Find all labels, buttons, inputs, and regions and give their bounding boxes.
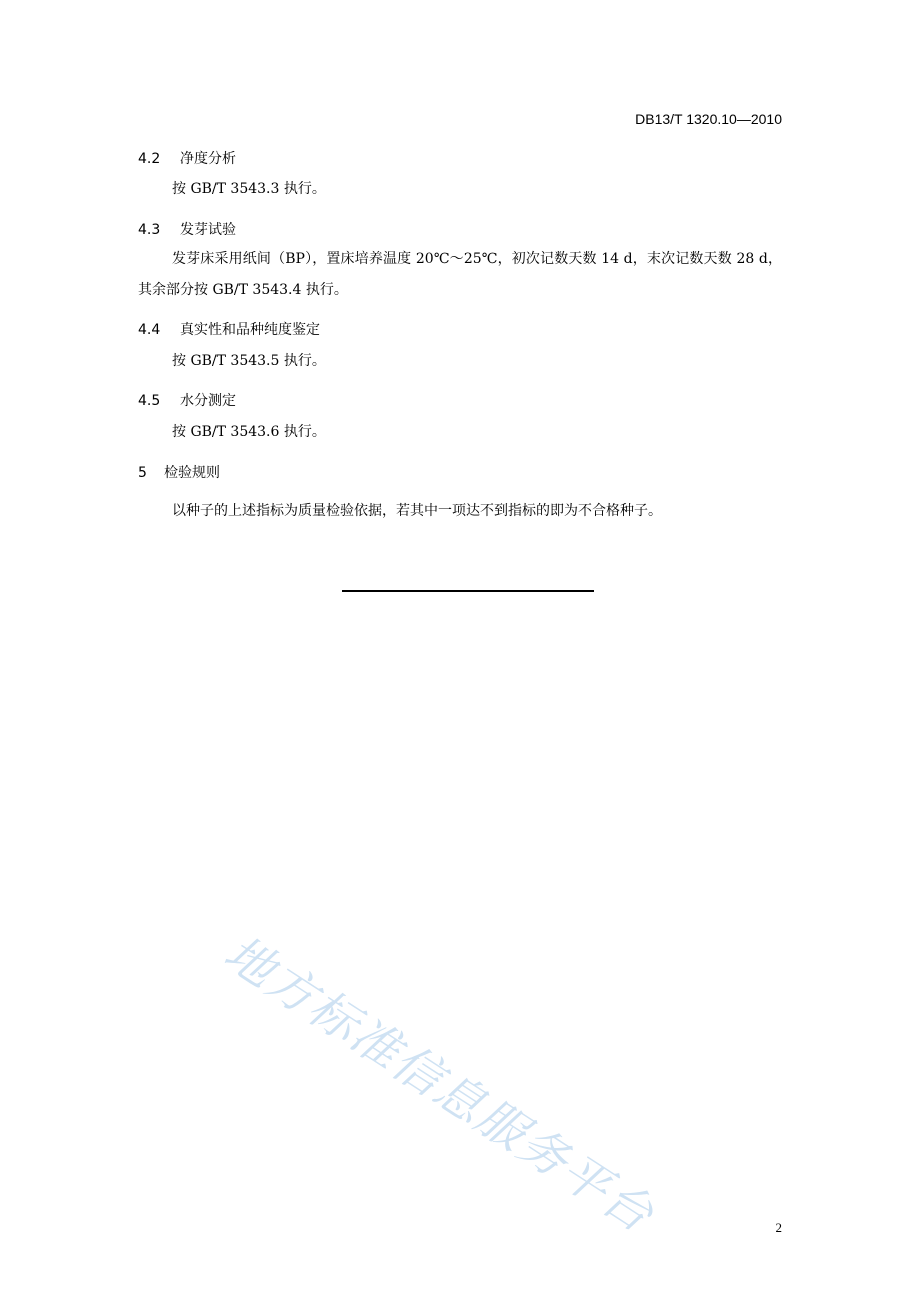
section-body-4-5: 按 GB/T 3543.6 执行。 (172, 424, 326, 440)
section-body-4-3: 发芽床采用纸间（BP），置床培养温度 20℃～25℃，初次记数天数 14 d，末次记数天数 28 d，其余部分按 GB/T 3543.4 执行。 (138, 251, 782, 298)
section-number: 4.5 (138, 393, 161, 409)
section-heading-4-5 (138, 390, 236, 410)
section-title: 净度分析 (180, 151, 236, 167)
section-body-5: 以种子的上述指标为质量检验依据，若其中一项达不到指标的即为不合格种子。 (172, 503, 662, 519)
section-number: 4.4 (138, 322, 161, 338)
end-of-document-rule (342, 590, 594, 592)
section-title: 水分测定 (180, 393, 236, 409)
page-number: 2 (775, 1220, 782, 1235)
section-title: 真实性和品种纯度鉴定 (180, 322, 320, 338)
watermark: 地方标准信息服务平台 (214, 924, 665, 1245)
document-code: DB13/T 1320.10—2010 (635, 111, 782, 127)
section-heading-4-3 (138, 219, 236, 239)
section-number: 4.3 (138, 222, 161, 238)
section-heading-4-2 (138, 148, 236, 168)
section-title: 发芽试验 (180, 222, 236, 238)
section-body-4-4: 按 GB/T 3543.5 执行。 (172, 353, 326, 369)
section-heading-4-4 (138, 319, 320, 339)
section-number: 4.2 (138, 151, 161, 167)
section-title: 检验规则 (164, 465, 220, 481)
section-body-4-2: 按 GB/T 3543.3 执行。 (172, 181, 326, 197)
section-heading-5 (138, 462, 220, 482)
section-number: 5 (138, 465, 147, 481)
